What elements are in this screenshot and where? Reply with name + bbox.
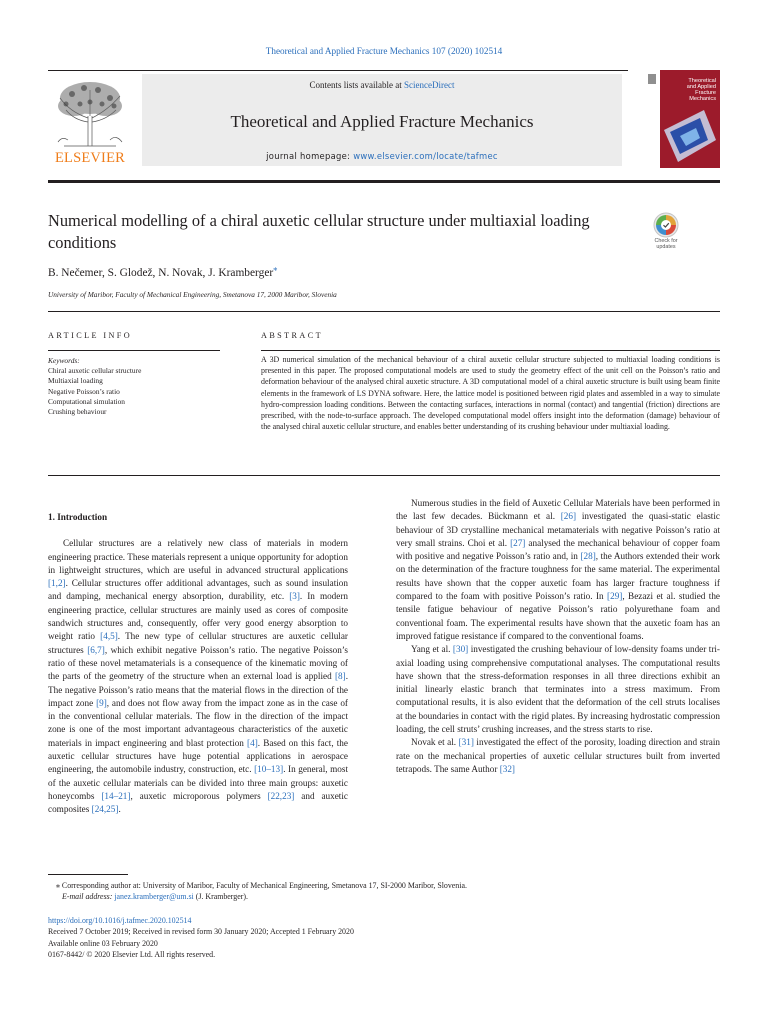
homepage-prefix: journal homepage: [266, 151, 354, 161]
cover-title-line: and Applied [686, 84, 716, 90]
paragraph-text: Yang et al. [411, 644, 453, 655]
paragraph-text: . Based on this fact, the auxetic cellular structures have huge potential applications in aerospace engineering, the automobile industry, construction, etc. [48, 737, 348, 775]
keyword: Negative Poisson’s ratio [48, 386, 120, 396]
keyword: Multiaxial loading [48, 376, 103, 386]
paragraph-text: Cellular structures are a relatively new class of materials in modern engineering practice. These materials represent a unique opportunity for adoption in lightweight structures, which are useful in advanced structural applications [48, 538, 348, 575]
abstract-text: A 3D numerical simulation of the mechanical behaviour of a chiral auxetic cellular structure subjected to multiaxial loading conditions is presented in this paper. The proposed computational models are used to study the geometry effect of the unit cell on the Poisson’s ratio and deformation behaviour of the analysed chiral auxetic structure. A 3D computational model of a chiral auxetic structure is built using beam finite elements in the framework of LS DYNA software. Here, the lattice model is positioned between rigid plates and assembled in a way to simulate hydro-compression loading conditions. Between the contacting surfaces, interactions in normal (contact) and tangential (friction) directions are prescribed, with the node-to-surface approach. The developed computational model offers insight into the deformation (damage) behaviour of the analysed chiral auxetic cellular structure, and enables better understanding of its crushing behaviour under multiaxial loading. [261, 355, 720, 432]
body-column-left [48, 511, 348, 817]
divider [48, 350, 220, 351]
crossmark-button[interactable] [644, 212, 688, 256]
citation-link[interactable]: [9] [96, 697, 107, 708]
cover-title-line: Theoretical [688, 78, 716, 84]
publication-info [48, 915, 728, 961]
body-paragraph [396, 736, 720, 776]
article-title: Numerical modelling of a chiral auxetic cellular structure under multiaxial loading conditions [48, 211, 590, 252]
keyword: Computational simulation [48, 396, 125, 406]
masthead-top-rule [48, 70, 628, 71]
divider [48, 475, 720, 476]
affiliation: University of Maribor, Faculty of Mechanical Engineering, Smetanova 17, 2000 Maribor, Slovenia [48, 290, 337, 299]
running-header[interactable]: Theoretical and Applied Fracture Mechanics 107 (2020) 102514 [265, 46, 503, 56]
keyword: Crushing behaviour [48, 407, 107, 417]
paragraph-text: . In modern engineering practice, cellular structures are mainly used as cores of composite sandwich structures and, consequently, offer very good energy absorption to weight ratio [48, 591, 349, 642]
journal-title-box [142, 74, 622, 166]
keyword: Chiral auxetic cellular structure [48, 366, 142, 376]
citation-link[interactable]: [32] [499, 763, 515, 774]
citation-link[interactable]: [30] [452, 644, 469, 655]
citation-link[interactable]: [31] [458, 737, 474, 748]
corresponding-author-mark[interactable]: ⁎ [273, 264, 278, 273]
corresponding-author-footnote [48, 880, 728, 902]
citation-link[interactable]: [22,23] [267, 790, 295, 801]
paragraph-text: , Bezazi et al. studied the tensile fatigue behaviour of negative Poisson’s ratio polyurethane foam and conventional foam. The experimental results have shown that the auxetic foam has an improved fatigue resistance if compared to the conventional foams. [396, 591, 720, 641]
article-info-heading: ARTICLE INFO [48, 331, 133, 340]
abstract-heading: ABSTRACT [261, 331, 323, 340]
citation-link[interactable]: [29] [607, 591, 623, 602]
paragraph-text: Numerous studies in the field of Auxetic Cellular Materials have been performed in the last few decades. Bückmann et al. [396, 498, 720, 522]
body-column-right [396, 497, 720, 776]
paragraph-text: , auxetic microporous polymers [130, 790, 268, 801]
footnote-email-line [48, 891, 728, 902]
crossmark-icon [653, 212, 679, 238]
cover-title-line: Fracture [695, 90, 716, 96]
author-list [48, 264, 277, 279]
paragraph-text: . The new type of cellular structures are auxetic cellular structures [48, 631, 348, 655]
journal-masthead [48, 70, 628, 170]
citation-link[interactable]: [4] [247, 737, 258, 748]
journal-homepage-link[interactable]: www.elsevier.com/locate/tafmec [353, 151, 498, 161]
citation-link[interactable]: [10–13] [254, 764, 284, 775]
copyright: 0167-8442/ © 2020 Elsevier Ltd. All rights reserved. [48, 950, 216, 960]
footnote-line [48, 880, 728, 891]
body-paragraph [48, 537, 348, 816]
citation-link[interactable]: [6,7] [87, 644, 105, 655]
body-paragraph [396, 643, 720, 736]
sciencedirect-link[interactable]: ScienceDirect [404, 80, 455, 90]
paragraph-text: . In general, most of the auxetic cellular materials can be divided into three main groups: auxetic honeycombs [48, 764, 348, 801]
paragraph-text: investigated the effect of the porosity, loading direction and strain rate on the mechanical properties of auxetic cellular structures built from inverted tetrapods. The same Author [396, 737, 720, 774]
citation-link[interactable]: [28] [580, 551, 596, 562]
crossmark-label-line: Check for [654, 238, 678, 244]
email-suffix: (J. Kramberger). [193, 892, 248, 902]
citation-link[interactable]: [3] [289, 591, 300, 602]
paragraph-text: . The negative Poisson’s ratio means that the material flows in the direction of the impact zone [48, 671, 348, 708]
paragraph-text: Novak et al. [411, 737, 459, 748]
body-paragraph [396, 497, 720, 643]
citation-link[interactable]: [14–21] [101, 790, 131, 801]
available-online: Available online 03 February 2020 [48, 938, 158, 948]
footnote-mark: ⁎ [56, 881, 60, 890]
paragraph-text: investigated the crushing behaviour of low-density foams under tri-axial loading using comprehensive computational analyses. The computational results have shown that the stress-deformation responses in all three directions exhibit an initial linearly elastic branch that terminates into a stress maximum. From computational results, it is also evident that the deformation of the cell struts localises at the boundaries in contact with the rigid plates. By increasing hydrostatic compression loading, the cell struts’ crushing increases, and the stress starts to rise. [396, 644, 720, 735]
divider [261, 350, 720, 351]
keywords-label: Keywords: [48, 356, 80, 365]
journal-homepage [142, 151, 622, 161]
paragraph-text: . Cellular structures offer additional advantages, such as sound insulation and damping, mechanical energy absorption, durability, etc. [48, 578, 348, 602]
citation-link[interactable]: [26] [560, 511, 577, 522]
keywords-list [48, 356, 220, 417]
citation-link[interactable]: [24,25] [91, 804, 119, 815]
citation-link[interactable]: [27] [510, 537, 526, 548]
received-dates: Received 7 October 2019; Received in revised form 30 January 2020; Accepted 1 February 2020 [48, 927, 354, 937]
footnote-rule [48, 874, 128, 875]
doi-link[interactable]: https://doi.org/10.1016/j.tafmec.2020.102514 [48, 916, 192, 925]
masthead-bottom-rule [48, 180, 720, 183]
paragraph-text: analysed the mechanical behaviour of copper foam with positive and negative Poisson’s ratio and, in [396, 537, 720, 562]
authors-names: B. Nečemer, S. Glodež, N. Novak, J. Kramberger [48, 266, 274, 279]
footnote-corresponding: Corresponding author at: University of Maribor, Faculty of Mechanical Engineering, Smetanova 17, SI-2000 Maribor, Slovenia. [59, 881, 467, 890]
citation-link[interactable]: [8] [334, 671, 346, 682]
journal-name: Theoretical and Applied Fracture Mechanics [230, 112, 534, 131]
journal-cover-thumbnail[interactable] [644, 70, 720, 168]
paragraph-text: , the Authors extended their work on the determination of the fracture toughness for the same material. The experimental results have shown that the copper auxetic foam has larger fracture toughness if compared to the foam with positive Poisson’s ratio. In [396, 551, 720, 602]
citation-link[interactable]: [1,2] [48, 578, 66, 589]
paragraph-text: investigated the quasi-static elastic behaviour of 3D crystalline mechanical metamaterials with negative Poisson’s ratio at very small strains. Choi et al. [396, 511, 720, 548]
contents-prefix: Contents lists available at [309, 80, 404, 90]
citation-link[interactable]: [4,5] [100, 631, 118, 642]
paragraph-text: and auxetic composites [48, 790, 348, 815]
cover-title [648, 78, 716, 102]
crossmark-label-line: updates [656, 244, 676, 250]
contents-line [142, 80, 622, 90]
author-email-link[interactable]: janez.kramberger@um.si [114, 892, 194, 902]
email-label: E-mail address: [62, 892, 113, 902]
cover-title-line: Mechanics [689, 96, 716, 102]
elsevier-wordmark: ELSEVIER [54, 150, 126, 166]
crossmark-label [644, 238, 688, 250]
paragraph-text: . [118, 804, 121, 815]
section-title: 1. Introduction [48, 512, 108, 522]
paragraph-text: , which exhibit negative Poisson’s ratio. The negative Poisson’s ratio of these novel metamaterials is a consequence of the kinematic moving of the parts of the geometry of the structure when an external load is applied [48, 644, 349, 682]
divider [48, 311, 720, 312]
paragraph-text: , and does not flow away from the impact zone as in the case of in the conventional cellular materials. The flow in the direction of the impact zone is one of the most important advantageous characteristics of the auxetic materials in impact engineering and blast protection [48, 697, 348, 748]
